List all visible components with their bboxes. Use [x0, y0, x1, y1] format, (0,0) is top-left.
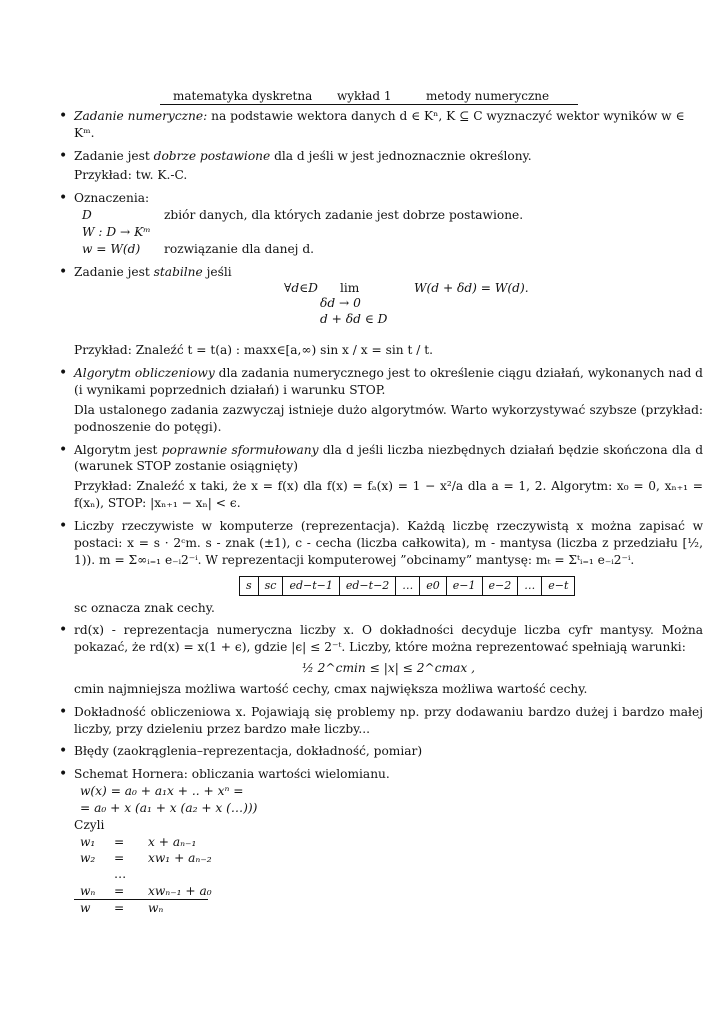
horner-op: = — [114, 850, 125, 865]
horner-lhs: w₂ — [80, 850, 96, 865]
item-zadanie-numeryczne — [58, 108, 703, 142]
table-cell: e0 — [420, 577, 447, 595]
notation-desc — [164, 224, 703, 241]
horner-rhs: xw₁ + aₙ₋₂ — [148, 850, 212, 865]
term: dobrze postawione — [153, 148, 271, 163]
table-cell: ed−t−2 — [339, 577, 395, 595]
mantissa-table-wrap — [239, 576, 703, 595]
horner-rhs: x + aₙ₋₁ — [148, 834, 197, 849]
limit-condition: d + δd ∈ D — [320, 312, 388, 327]
item-text: na podstawie wektora danych d ∈ Kⁿ, K ⊆ C wyznaczyć wektor wyników w ∈ Kᵐ. — [74, 109, 685, 140]
item-title: • Oznaczenia: — [74, 191, 150, 206]
item-text: Dla ustalonego zadania zazwyczaj istnieje dużo algorytmów. Warto wykorzystywać szybsze (przykład: podnoszenie do potęgi). — [74, 402, 703, 434]
table-cell: … — [396, 577, 420, 595]
example: Przykład: Znaleźć x taki, że x = f(x) dla f(x) = fₐ(x) = 1 − x²/a dla a = 1, 2. Algorytm: x₀ = 0, xₙ₊₁ = f(xₙ), STOP: |xₙ₊₁ − xₙ| < ϵ. — [74, 479, 703, 511]
forall-symbol: ∀d∈D — [284, 281, 318, 296]
table-cell: s — [240, 577, 259, 595]
item-text: jeśli — [202, 264, 232, 279]
header-middle: wykład 1 — [337, 89, 392, 103]
example: Przykład: Znaleźć t = t(a) : maxx∈[a,∞) sin x / x = sin t / t. — [74, 343, 434, 358]
item-title: • Schemat Hornera: obliczania wartości wielomianu. — [74, 767, 390, 782]
notation-desc: zbiór danych, dla których zadanie jest dobrze postawione. — [164, 208, 524, 223]
item-text: Algorytm jest — [74, 442, 162, 457]
horner-result — [80, 900, 210, 916]
range-inequality: ½ 2^cmin ≤ |x| ≤ 2^cmax , — [301, 661, 476, 676]
item-liczby-rzeczywiste — [58, 518, 703, 616]
table-cell: e−1 — [446, 577, 482, 595]
item-text: • rd(x) - reprezentacja numeryczna liczby x. O dokładności decyduje liczba cyfr mantysy. Można pokazać, że rd(x) = x(1 + ϵ), gdzie |ϵ| ≤ 2⁻ᵗ. Liczby, które można reprezentować spełniają warunki: — [74, 623, 703, 655]
page-header — [160, 88, 578, 105]
horner-lhs: wₙ — [80, 883, 96, 898]
mantissa-table — [239, 576, 575, 595]
table-cell: ed−t−1 — [283, 577, 339, 595]
stability-formula — [74, 282, 703, 336]
item-rd — [58, 622, 703, 697]
horner-op: = — [114, 901, 125, 916]
item-poprawnie-sformulowany — [58, 442, 703, 512]
horner-op: … — [114, 867, 127, 882]
item-oznaczenia — [58, 190, 703, 257]
horner-rhs: xwₙ₋₁ + a₀ — [148, 883, 212, 898]
horner-formula: = a₀ + x (a₁ + x (a₂ + x (…))) — [80, 800, 258, 815]
item-text: dla zadania numerycznego jest to określenie ciągu działań, wykonanych nad d (i wynikami poprzednich działań) i warunku STOP. — [74, 366, 703, 398]
item-text: • Dokładność obliczeniowa x. Pojawiają się problemy np. przy dodawaniu bardzo dużej i bardzo małej liczby, przy dzieleniu przez bardzo małe liczby... — [74, 704, 703, 736]
term: stabilne — [153, 264, 203, 279]
item-text: • Liczby rzeczywiste w komputerze (reprezentacja). Każdą liczbę rzeczywistą x można zapisać w postaci: x = s · 2ᶜm. s - znak (±1), c - cecha (liczba całkowita), m - mantysa (liczba z przedziału [½, 1)). m = Σ∞ᵢ₌₁ e₋ᵢ2⁻ⁱ. W reprezentacji komputerowej ”obcinamy” mantysę: mₜ = Σᵗᵢ₌₁ e₋ᵢ2⁻ⁱ. — [74, 518, 703, 567]
horner-op: = — [114, 834, 125, 849]
notation-symbol: W : D → Kᵐ — [82, 224, 151, 239]
item-text: Zadanie jest — [74, 148, 154, 163]
notation-symbol: w = W(d) — [82, 241, 141, 256]
horner-formula: w(x) = a₀ + a₁x + .. + xⁿ = — [80, 784, 244, 799]
lecture-content — [58, 108, 703, 923]
horner-rhs — [148, 866, 212, 882]
header-right: metody numeryczne — [426, 89, 550, 103]
item-horner — [58, 766, 703, 917]
table-cell: sc — [258, 577, 283, 595]
header-left: matematyka dyskretna — [173, 89, 313, 103]
table-cell: … — [518, 577, 542, 595]
limit-condition: δd → 0 — [320, 296, 361, 311]
notation-desc: rozwiązanie dla danej d. — [164, 241, 314, 256]
horner-rhs: wₙ — [148, 901, 164, 916]
table-cell: e−2 — [482, 577, 518, 595]
item-text: dla d jeśli liczba niezbędnych działań będzie skończona dla d (warunek STOP zostanie osiągnięty) — [74, 442, 703, 474]
horner-lhs — [80, 866, 114, 882]
item-stabilne — [58, 264, 703, 360]
item-text: dla d jeśli w jest jednoznacznie określony. — [270, 148, 532, 163]
item-dokladnosc — [58, 704, 703, 738]
horner-op: = — [114, 883, 125, 898]
item-bledy — [58, 743, 703, 760]
table-row — [240, 577, 575, 595]
item-text: cmin najmniejsza możliwa wartość cechy, cmax największa możliwa wartość cechy. — [74, 681, 588, 696]
item-text: Czyli — [74, 817, 105, 832]
notation-symbol: D — [82, 208, 92, 223]
table-cell: e−t — [542, 577, 575, 595]
horner-steps — [80, 834, 210, 900]
term: Algorytm obliczeniowy — [74, 366, 215, 381]
item-text: • Błędy (zaokrąglenia–reprezentacja, dokładność, pomiar) — [74, 744, 423, 759]
example: Przykład: tw. K.-C. — [74, 168, 188, 183]
item-text: Zadanie jest — [74, 264, 154, 279]
horner-lhs: w — [80, 901, 91, 916]
item-dobrze-postawione — [58, 148, 703, 185]
term: poprawnie sformułowany — [161, 442, 319, 457]
item-algorytm — [58, 365, 703, 435]
item-text: sc oznacza znak cechy. — [74, 600, 215, 615]
notation-list — [82, 207, 703, 257]
stability-equation: W(d + δd) = W(d). — [414, 281, 529, 296]
lim-symbol: lim — [340, 281, 360, 296]
term: Zadanie numeryczne: — [74, 109, 208, 123]
horner-lhs: w₁ — [80, 834, 96, 849]
